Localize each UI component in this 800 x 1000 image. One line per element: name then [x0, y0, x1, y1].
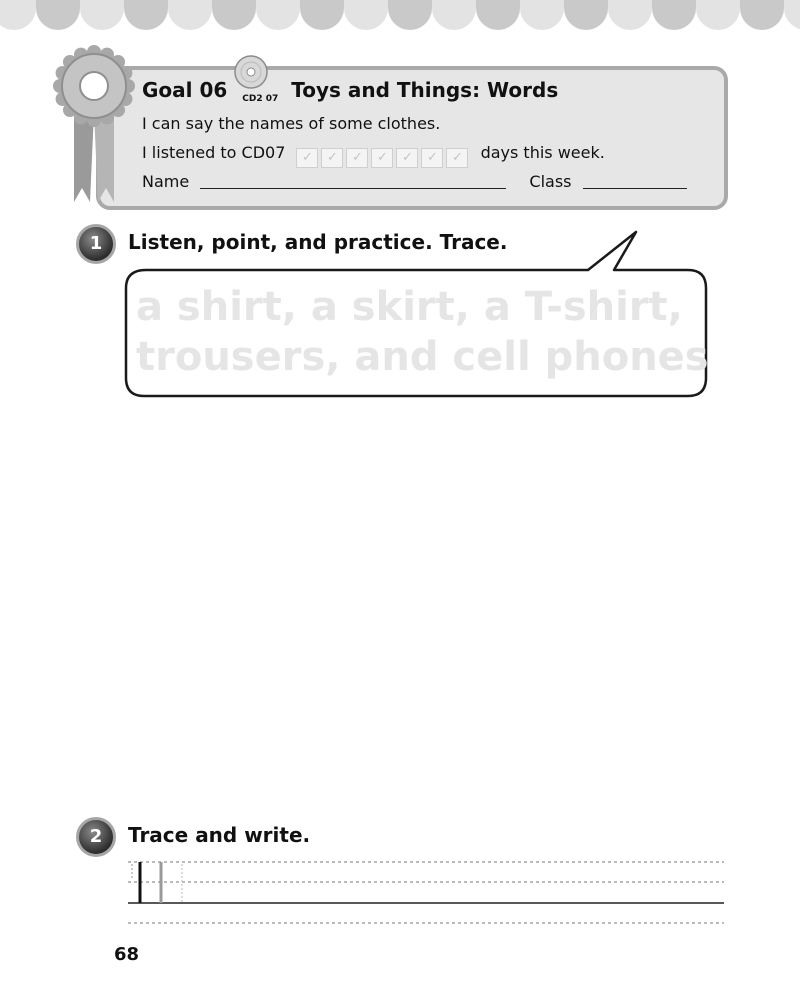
- listening-prefix: I listened to CD07: [142, 143, 286, 162]
- section-1-title: Listen, point, and practice. Trace.: [128, 230, 508, 254]
- check-box-5[interactable]: ✓: [396, 148, 418, 168]
- check-box-6[interactable]: ✓: [421, 148, 443, 168]
- section-2-badge: 2: [76, 817, 116, 857]
- goal-subtitle: Toys and Things: Words: [291, 78, 559, 102]
- check-box-1[interactable]: ✓: [296, 148, 318, 168]
- name-label: Name: [142, 172, 190, 191]
- cd-track-label: CD2 07: [242, 94, 279, 104]
- handwriting-lines[interactable]: [128, 860, 724, 926]
- section-2-title: Trace and write.: [128, 823, 311, 847]
- page-number: 68: [114, 944, 140, 965]
- goal-number: Goal 06: [142, 78, 228, 102]
- trace-line-2: trousers, and cell phones: [136, 334, 709, 380]
- trace-line-1: a shirt, a skirt, a T-shirt,: [136, 284, 683, 330]
- check-box-3[interactable]: ✓: [346, 148, 368, 168]
- listening-suffix: days this week.: [480, 143, 605, 162]
- class-label: Class: [529, 172, 572, 191]
- section-1-badge: 1: [76, 224, 116, 264]
- check-box-7[interactable]: ✓: [446, 148, 468, 168]
- check-box-4[interactable]: ✓: [371, 148, 393, 168]
- check-box-2[interactable]: ✓: [321, 148, 343, 168]
- goal-statement: I can say the names of some clothes.: [142, 114, 441, 133]
